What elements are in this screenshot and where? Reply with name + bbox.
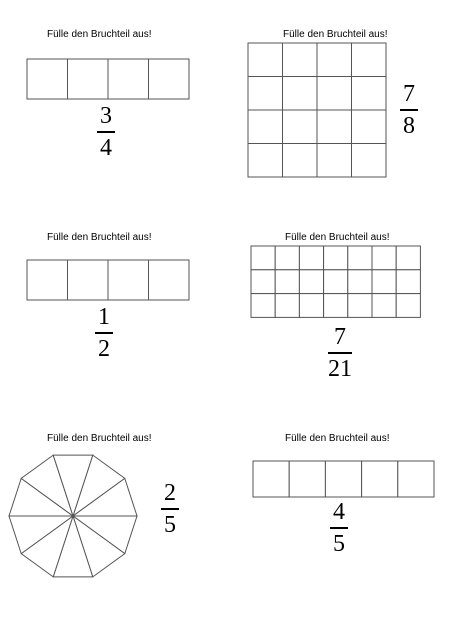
grid-cell[interactable] [283,77,318,111]
grid-cell[interactable] [253,461,289,497]
fraction-line [400,109,418,111]
grid-cell[interactable] [248,144,283,178]
fraction-denominator: 8 [403,112,415,139]
grid-cell[interactable] [324,246,348,270]
fraction-line [328,352,352,354]
grid-cell[interactable] [283,110,318,144]
instruction-text: Fülle den Bruchteil aus! [47,232,152,243]
fraction-label [320,325,360,381]
grid-cell[interactable] [396,246,420,270]
fraction-bar-5-parts [252,460,436,500]
grid-cell[interactable] [248,77,283,111]
grid-cell[interactable] [352,144,387,178]
grid-cell[interactable] [324,294,348,318]
bar-cell[interactable] [108,59,149,99]
fraction-label [396,82,422,138]
fraction-label [158,481,182,537]
grid-cell[interactable] [275,246,299,270]
bar-cell[interactable] [108,260,149,300]
grid-cell[interactable] [251,270,275,294]
fraction-denominator: 5 [333,530,345,557]
fraction-bar-4-parts [26,58,192,102]
instruction-text: Fülle den Bruchteil aus! [47,29,152,40]
grid-cell[interactable] [299,294,323,318]
grid-cell[interactable] [317,77,352,111]
grid-cell[interactable] [372,294,396,318]
grid-cell[interactable] [348,246,372,270]
grid-cell[interactable] [317,43,352,77]
grid-cell[interactable] [275,270,299,294]
grid-cell[interactable] [248,43,283,77]
fraction-bar-4-parts [26,259,192,303]
fraction-line [330,527,348,529]
grid-cell[interactable] [352,110,387,144]
grid-cell[interactable] [372,270,396,294]
grid-cell[interactable] [396,270,420,294]
grid-cell[interactable] [275,294,299,318]
fraction-label [94,104,118,160]
grid-cell[interactable] [283,43,318,77]
fraction-grid-7x3 [250,245,422,319]
fraction-label [327,500,351,556]
grid-cell[interactable] [248,110,283,144]
bar-cell[interactable] [27,260,68,300]
instruction-text: Fülle den Bruchteil aus! [285,433,390,444]
grid-cell[interactable] [352,77,387,111]
instruction-text: Fülle den Bruchteil aus! [47,433,152,444]
bar-cell[interactable] [149,59,190,99]
grid-cell[interactable] [317,110,352,144]
grid-cell[interactable] [362,461,398,497]
grid-cell[interactable] [324,270,348,294]
grid-cell[interactable] [283,144,318,178]
bar-cell[interactable] [68,260,109,300]
grid-cell[interactable] [348,294,372,318]
grid-cell[interactable] [251,294,275,318]
fraction-denominator: 4 [100,134,112,161]
fraction-denominator: 21 [328,355,352,382]
bar-cell[interactable] [149,260,190,300]
grid-cell[interactable] [325,461,361,497]
grid-cell[interactable] [317,144,352,178]
grid-cell[interactable] [251,246,275,270]
fraction-line [97,131,115,133]
grid-cell[interactable] [396,294,420,318]
fraction-line [161,508,179,510]
fraction-numerator: 2 [164,480,176,506]
fraction-denominator: 5 [164,511,176,538]
fraction-numerator: 7 [403,81,415,107]
grid-cell[interactable] [299,246,323,270]
fraction-grid-4x4 [247,42,389,180]
grid-cell[interactable] [289,461,325,497]
fraction-decagon-10-parts [6,449,140,583]
grid-cell[interactable] [372,246,396,270]
fraction-numerator: 7 [334,324,346,350]
fraction-label [92,305,116,361]
fraction-numerator: 3 [100,103,112,129]
fraction-numerator: 4 [333,499,345,525]
instruction-text: Fülle den Bruchteil aus! [285,232,390,243]
grid-cell[interactable] [299,270,323,294]
bar-cell[interactable] [27,59,68,99]
grid-cell[interactable] [352,43,387,77]
fraction-numerator: 1 [98,304,110,330]
grid-cell[interactable] [398,461,434,497]
fraction-denominator: 2 [98,335,110,362]
fraction-line [95,332,113,334]
instruction-text: Fülle den Bruchteil aus! [283,29,388,40]
grid-cell[interactable] [348,270,372,294]
bar-cell[interactable] [68,59,109,99]
